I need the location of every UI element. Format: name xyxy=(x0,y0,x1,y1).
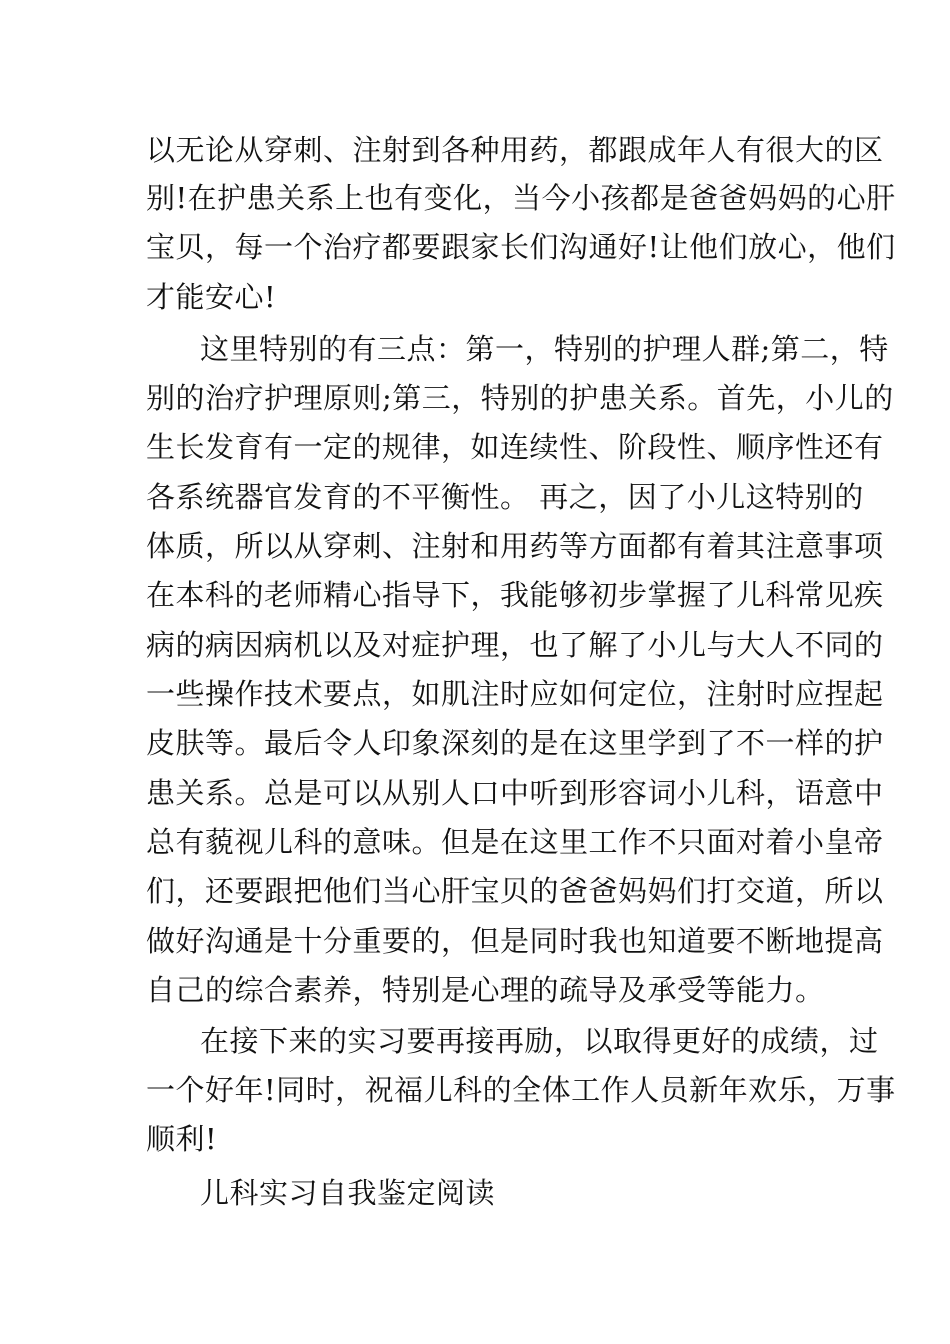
paragraph-line: 皮肤等。最后令人印象深刻的是在这里学到了不一样的护 xyxy=(146,726,884,760)
paragraph-line: 顺利! xyxy=(146,1122,218,1156)
paragraph-line: 自己的综合素养，特别是心理的疏导及承受等能力。 xyxy=(146,973,825,1007)
paragraph-line: 做好沟通是十分重要的，但是同时我也知道要不断地提高 xyxy=(146,924,884,958)
paragraph-line: 体质，所以从穿刺、注射和用药等方面都有着其注意事项 xyxy=(146,529,884,563)
paragraph-line: 以无论从穿刺、注射到各种用药，都跟成年人有很大的区 xyxy=(146,133,884,167)
paragraph-line: 生长发育有一定的规律，如连续性、阶段性、顺序性还有 xyxy=(146,430,884,464)
paragraph-line: 在本科的老师精心指导下，我能够初步掌握了儿科常见疾 xyxy=(146,578,884,612)
paragraph-line: 们，还要跟把他们当心肝宝贝的爸爸妈妈们打交道，所以 xyxy=(146,874,884,908)
paragraph-line: 这里特别的有三点：第一，特别的护理人群;第二，特 xyxy=(200,332,889,366)
paragraph-line: 别的治疗护理原则;第三，特别的护患关系。首先，小儿的 xyxy=(146,381,894,415)
paragraph-line: 才能安心! xyxy=(146,280,277,314)
section-title: 儿科实习自我鉴定阅读 xyxy=(200,1176,496,1210)
paragraph-line: 患关系。总是可以从别人口中听到形容词小儿科，语意中 xyxy=(146,776,884,810)
paragraph-line: 别!在护患关系上也有变化，当今小孩都是爸爸妈妈的心肝 xyxy=(146,181,896,215)
paragraph-line: 一些操作技术要点，如肌注时应如何定位，注射时应捏起 xyxy=(146,677,884,711)
paragraph-line: 在接下来的实习要再接再励，以取得更好的成绩，过 xyxy=(200,1024,879,1058)
paragraph-line: 总有藐视儿科的意味。但是在这里工作不只面对着小皇帝 xyxy=(146,825,884,859)
paragraph-line: 病的病因病机以及对症护理，也了解了小儿与大人不同的 xyxy=(146,628,884,662)
paragraph-line: 宝贝，每一个治疗都要跟家长们沟通好!让他们放心，他们 xyxy=(146,230,896,264)
paragraph-line: 各系统器官发育的不平衡性。 再之，因了小儿这特别的 xyxy=(146,480,864,514)
paragraph-line: 一个好年!同时，祝福儿科的全体工作人员新年欢乐，万事 xyxy=(146,1073,896,1107)
